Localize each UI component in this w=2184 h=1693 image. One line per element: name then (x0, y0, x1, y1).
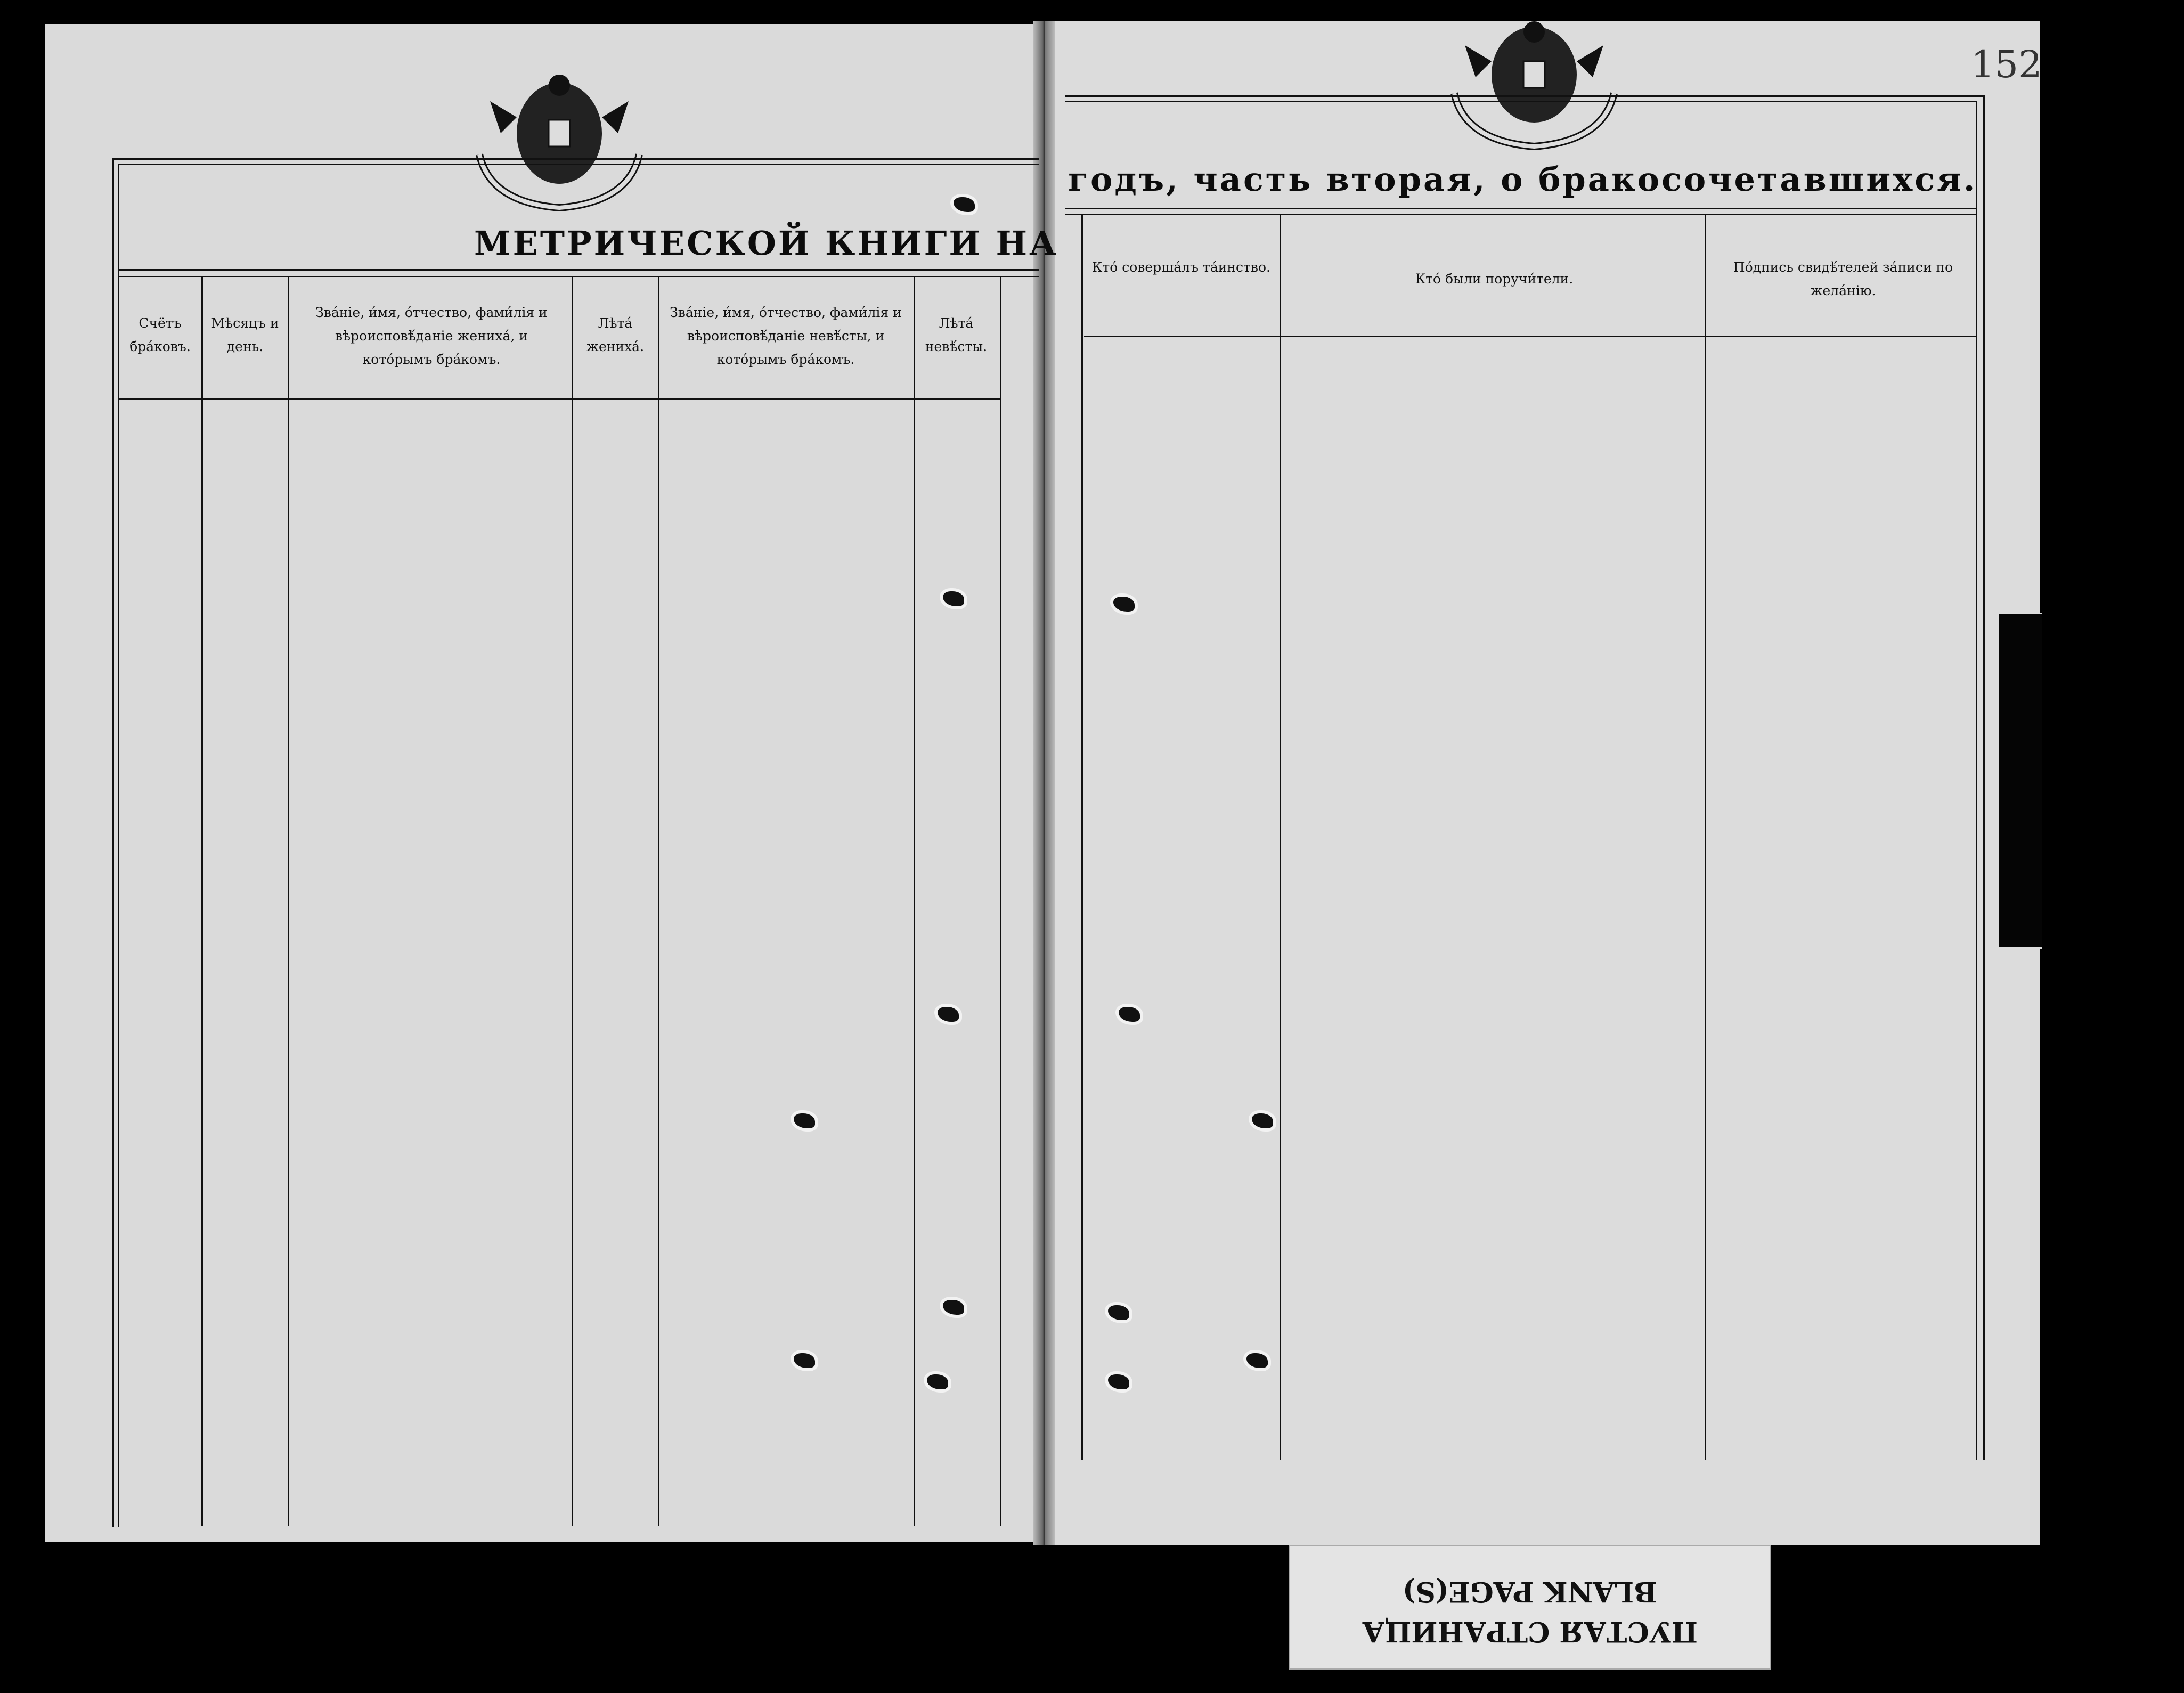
left-page-title: МЕТРИЧЕСКОЙ КНИГИ НА (474, 224, 1058, 263)
right-outer-border-inner (1976, 101, 1977, 1460)
col-divider (1081, 215, 1083, 1460)
col-divider (288, 277, 289, 1526)
col-header-groom-info: Зва́ніе, и́мя, о́тчество, фами́лія и вѣроисповѣ́даніе жениха́, и кото́рымъ бра́комъ. (315, 305, 548, 367)
col-divider (914, 277, 915, 1526)
col-header-month-day: Мѣсяцъ и день. (211, 315, 279, 354)
right-page-title: годъ, часть вторая, о бракосочетавшихся. (1068, 160, 1977, 199)
stamp-line-english: BLANK PAGE(S) (1402, 1575, 1658, 1608)
col-header-groom-age: Лѣта́ жениха́. (586, 315, 645, 354)
left-title-rule-2 (118, 276, 1039, 277)
left-outer-border (112, 158, 114, 1527)
right-title-rule (1065, 208, 1977, 209)
imperial-eagle-emblem-left (458, 69, 661, 218)
col-divider (1280, 215, 1281, 1460)
page-number: 152 (1971, 43, 2042, 86)
blank-page-stamp (1289, 1545, 1771, 1670)
imperial-eagle-emblem-right (1433, 19, 1635, 152)
col-divider (201, 277, 203, 1526)
page-tab-marker (1998, 613, 2042, 949)
col-divider (1705, 215, 1706, 1460)
left-outer-border-inner (118, 164, 119, 1527)
right-top-border (1065, 95, 1984, 97)
right-outer-border (1983, 95, 1985, 1460)
col-header-bride-info: Зва́ніе, и́мя, о́тчество, фами́лія и вѣроисповѣ́даніе невѣ́сты, и кото́рымъ бра́комъ. (670, 305, 902, 367)
right-top-border-inner (1065, 101, 1977, 102)
col-divider (1000, 277, 1001, 1526)
col-header-marriage-count: Счётъ бра́ковъ. (129, 315, 191, 354)
left-top-border (112, 158, 1039, 160)
left-header-rule (118, 398, 1000, 400)
right-page (1044, 21, 2040, 1545)
col-header-bride-age: Лѣта́ невѣ́сты. (925, 315, 988, 354)
col-header-guarantors: Кто́ были поручи́тели. (1415, 271, 1574, 287)
col-divider (658, 277, 659, 1526)
left-title-rule (118, 269, 1039, 271)
col-header-witness-signatures: По́дпись свидѣ́телей за́писи по жела́нію. (1733, 259, 1953, 298)
col-divider (572, 277, 573, 1526)
right-title-rule-2 (1065, 214, 1977, 215)
left-top-border-inner (118, 164, 1039, 165)
right-header-rule (1084, 336, 1977, 337)
col-header-officiant: Кто́ соверша́лъ та́инство. (1092, 259, 1270, 275)
stamp-line-russian: ПУСТАЯ СТРАНИЦА (1362, 1615, 1698, 1648)
